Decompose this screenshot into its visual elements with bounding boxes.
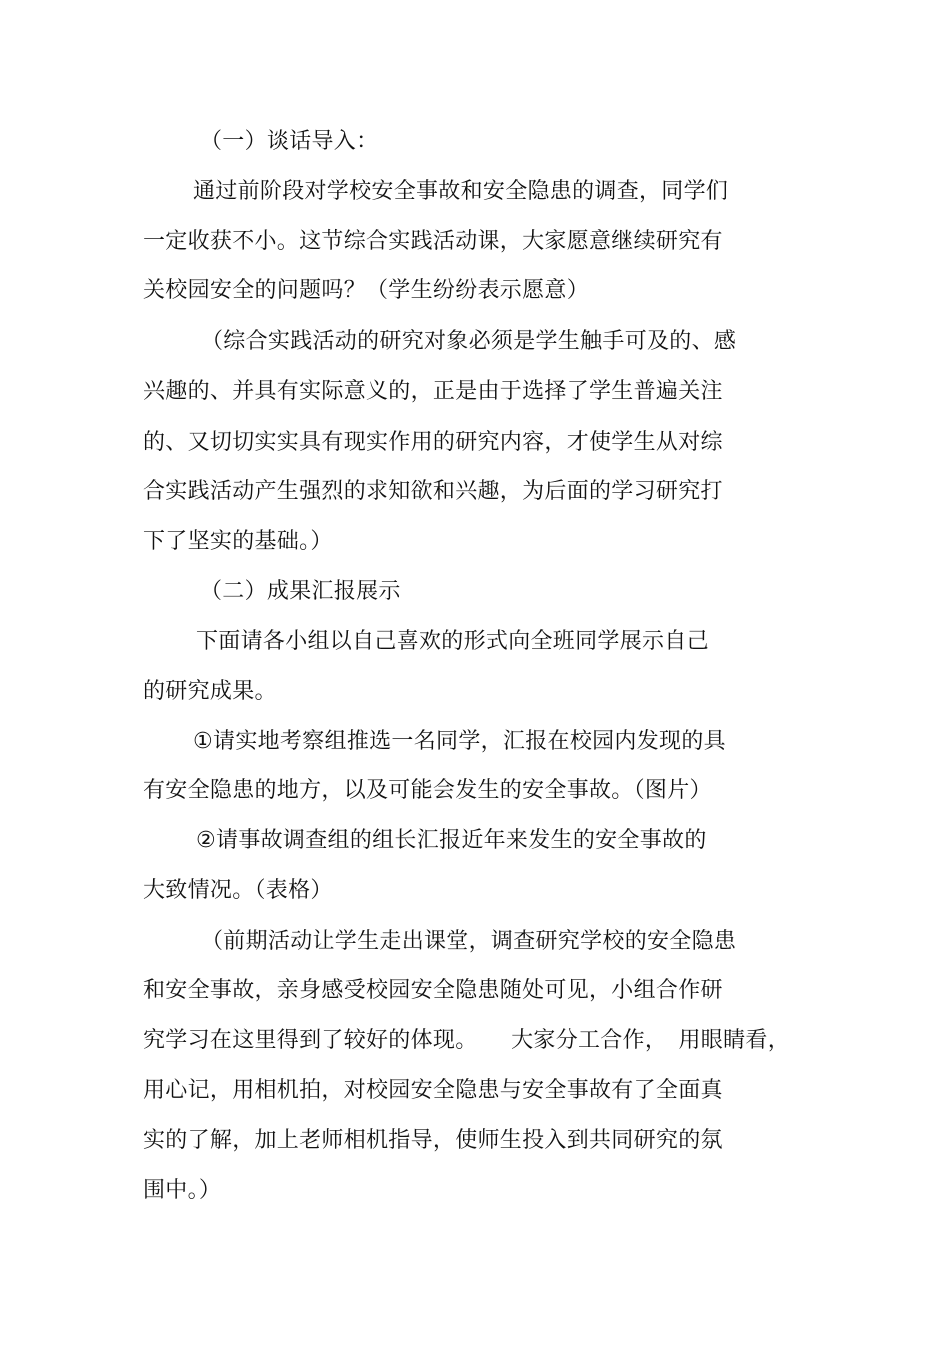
paragraph-line: ②请事故调查组的组长汇报近年来发生的安全事故的 — [196, 828, 707, 853]
paragraph-line: 围中。） — [143, 1178, 222, 1203]
section-heading-2: （二）成果汇报展示 — [200, 579, 401, 604]
paragraph-line: 有安全隐患的地方，以及可能会发生的安全事故。（图片） — [143, 778, 712, 803]
paragraph-line: （前期活动让学生走出课堂，调查研究学校的安全隐患 — [201, 929, 737, 954]
section-heading-1: （一）谈话导入： — [200, 129, 379, 154]
paragraph-line: 合实践活动产生强烈的求知欲和兴趣，为后面的学习研究打 — [143, 479, 723, 504]
paragraph-line: 一定收获不小。这节综合实践活动课，大家愿意继续研究有 — [143, 229, 723, 254]
paragraph-line: ①请实地考察组推选一名同学，汇报在校园内发现的具 — [193, 729, 726, 754]
paragraph-line: 究学习在这里得到了较好的体现。 大家分工合作， 用眼睛看， — [143, 1028, 791, 1053]
paragraph-line: 的研究成果。 — [143, 679, 277, 704]
paragraph-line: 实的了解，加上老师相机指导，使师生投入到共同研究的氛 — [143, 1128, 723, 1153]
paragraph-line: 兴趣的、并具有实际意义的，正是由于选择了学生普遍关注 — [143, 379, 723, 404]
paragraph-line: 大致情况。（表格） — [143, 878, 333, 903]
paragraph-line: 下面请各小组以自己喜欢的形式向全班同学展示自己 — [196, 629, 709, 654]
paragraph-line: 下了坚实的基础。） — [143, 529, 333, 554]
paragraph-line: 通过前阶段对学校安全事故和安全隐患的调查，同学们 — [193, 179, 729, 204]
paragraph-line: 用心记，用相机拍，对校园安全隐患与安全事故有了全面真 — [143, 1078, 723, 1103]
paragraph-line: 关校园安全的问题吗？（学生纷纷表示愿意） — [143, 278, 590, 303]
paragraph-line: 的、又切切实实具有现实作用的研究内容，才使学生从对综 — [143, 430, 723, 455]
paragraph-line: （综合实践活动的研究对象必须是学生触手可及的、感 — [201, 329, 737, 354]
paragraph-line: 和安全事故，亲身感受校园安全隐患随处可见，小组合作研 — [143, 978, 723, 1003]
